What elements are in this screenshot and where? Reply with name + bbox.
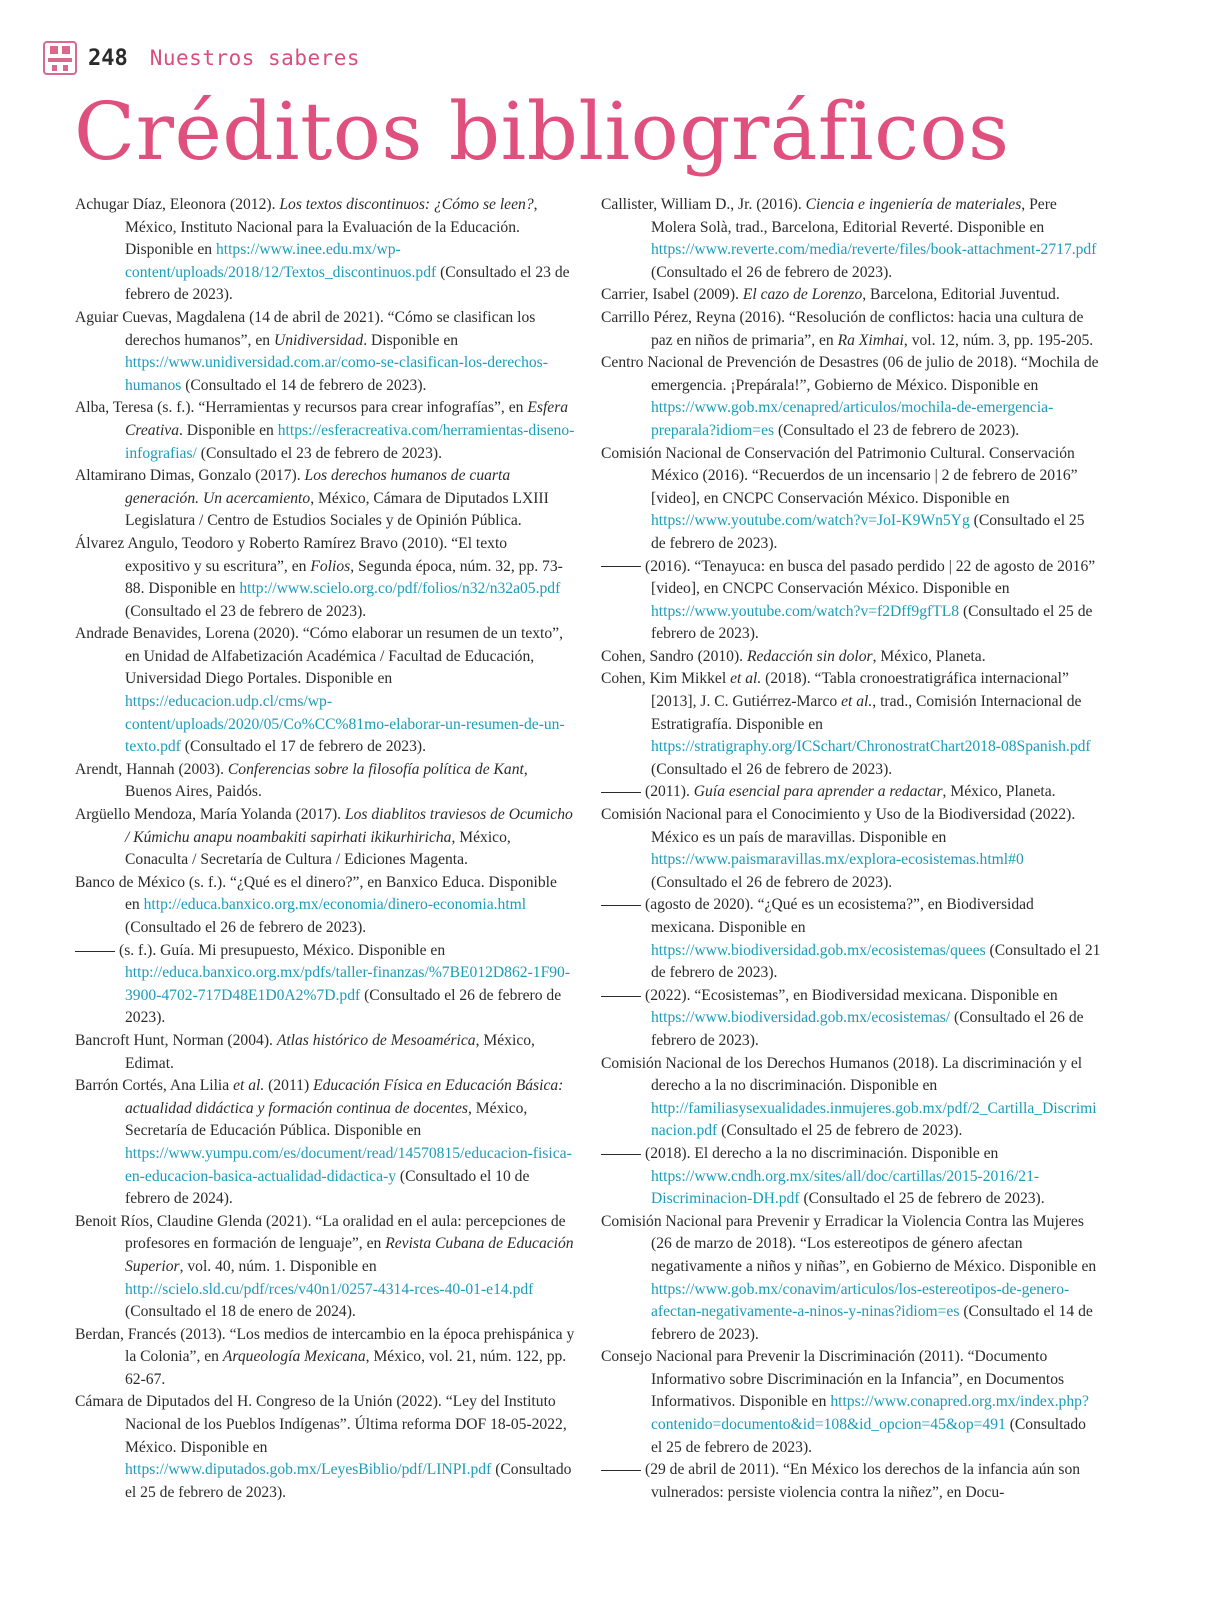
bibliography-entry [601,1346,1101,1459]
entry-text: , México, Secretaría de Educación Pública. Disponible en [125,1099,528,1140]
bibliography-entry [601,194,1101,284]
bibliography-entry [601,1459,1101,1504]
bibliography-entry [75,1211,575,1324]
reference-link[interactable]: https://www.diputados.gob.mx/LeyesBiblio/pdf/LINPI.pdf [125,1461,492,1479]
entry-text: (Consultado el 14 de febrero de 2023). [651,1303,1093,1343]
entry-text: (Consultado el 23 de febrero de 2023). [774,421,1020,439]
entry-text: (2022). “Ecosistemas”, en Biodiversidad mexicana. Disponible en [645,986,1058,1004]
bibliography-entry [601,352,1101,442]
bibliography-entry [601,1053,1101,1143]
entry-text: Altamirano Dimas, Gonzalo (2017). [75,467,305,485]
entry-text: Bancroft Hunt, Norman (2004). [75,1031,277,1049]
entry-text: (29 de abril de 2011). “En México los derechos de la infancia aún son vulnerados: persiste violencia contra la niñez”, en Docu- [645,1461,1081,1501]
entry-text: , Pere Molera Solà, trad., Barcelona, Editorial Reverté. Disponible en [651,196,1057,236]
bibliography-entry [601,1143,1101,1211]
entry-text: Comisión Nacional para Prevenir y Erradicar la Violencia Contra las Mujeres (26 de marzo de 2018). “Los estereotipos de género afectan negativamente a niños y niñas”, en Gobierno de México. Disponible en [601,1212,1097,1275]
reference-link[interactable]: https://www.youtube.com/watch?v=JoI-K9Wn5Yg [651,512,970,530]
italic-title-text: et al. [233,1077,265,1095]
italic-title-text: et al. [730,670,762,688]
repeat-author-dash [601,1470,641,1471]
repeat-author-dash [601,1154,641,1155]
entry-text: (Consultado el 25 de febrero de 2023). [651,1416,1086,1456]
reference-link[interactable]: https://www.cndh.org.mx/sites/all/doc/cartillas/2015-2016/21-Discriminacion-DH.pdf [651,1167,1040,1208]
reference-link[interactable]: http://www.scielo.org.co/pdf/folios/n32/n32a05.pdf [239,580,561,598]
entry-text: Achugar Díaz, Eleonora (2012). [75,196,280,213]
bibliography-entry [601,284,1101,307]
reference-link[interactable]: https://www.unidiversidad.com.ar/como-se-clasifican-los-derechos-humanos [125,354,548,394]
entry-text: (Consultado el 26 de febrero de 2023). [651,873,893,891]
reference-link[interactable]: https://esferacreativa.com/herramientas-diseno-infografias/ [125,421,575,462]
repeat-author-dash [601,566,641,567]
page-number: 248 [88,45,128,71]
entry-text: Cohen, Sandro (2010). [601,647,747,665]
reference-link[interactable]: https://www.gob.mx/cenapred/articulos/mochila-de-emergencia-preparala?idiom=es [651,399,1054,439]
entry-text: (Consultado el 23 de febrero de 2023). [196,444,442,462]
entry-text: (Consultado el 26 de febrero de 2023). [125,986,562,1027]
bibliography-entry [75,872,575,940]
entry-text: Cohen, Kim Mikkel [601,670,731,688]
bibliography-entry [75,940,575,1030]
italic-title-text: Atlas histórico de Mesoamérica [276,1031,476,1049]
entry-text: (Consultado el 14 de febrero de 2023). [181,376,427,394]
entry-text: , vol. 40, núm. 1. Disponible en [179,1257,377,1275]
reference-link[interactable]: https://www.paismaravillas.mx/explora-ecosistemas.html#0 [651,851,1024,869]
bibliography-entry [601,668,1101,781]
entry-text: (2018). El derecho a la no discriminación. Disponible en [645,1144,999,1162]
entry-text: , Segunda época, núm. 32, pp. 73-88. Disponible en [125,557,563,598]
entry-text: . Disponible en [363,331,459,349]
entry-text: , México, Conaculta / Secretaría de Cultura / Ediciones Magenta. [125,828,511,869]
entry-text: (2011) [264,1077,314,1095]
entry-text: (agosto de 2020). “¿Qué es un ecosistema?”, en Biodiversidad mexicana. Disponible en [645,896,1034,936]
reference-link[interactable]: https://www.reverte.com/media/reverte/files/book-attachment-2717.pdf [651,241,1097,259]
reference-link[interactable]: http://educa.banxico.org.mx/pdfs/taller-finanzas/%7BE012D862-1F90-3900-4702-717D48E1D0A2%7D.pdf [125,964,571,1004]
italic-title-text: Ciencia e ingeniería de materiales [805,196,1022,213]
entry-text: , Buenos Aires, Paidós. [125,760,528,801]
entry-text: , México, Planeta. [872,647,986,665]
entry-text: Cámara de Diputados del H. Congreso de la Unión (2022). “Ley del Instituto Nacional de los Pueblos Indígenas”. Última reforma DOF 18-05-2022, México. Disponible en [75,1393,567,1456]
bibliography-entry [601,646,1101,669]
repeat-author-dash [601,996,641,997]
reference-link[interactable]: https://www.biodiversidad.gob.mx/ecosistemas/quees [651,941,986,959]
italic-title-text: Revista Cubana de Educación Superior [125,1235,574,1275]
bibliography-entry [601,894,1101,984]
entry-text: Aguiar Cuevas, Magdalena (14 de abril de 2021). “Cómo se clasifican los derechos humanos”, en [75,308,536,349]
entry-text: Berdan, Francés (2013). “Los medios de intercambio en la época prehispánica y la Colonia”, en [75,1325,575,1366]
entry-text: (2016). “Tenayuca: en busca del pasado perdido | 22 de agosto de 2016” [video], en CNCPC Conservación México. Disponible en [645,557,1096,598]
italic-title-text: Arqueología Mexicana [222,1348,366,1366]
bibliography-entry [601,443,1101,556]
page-title: Créditos bibliográficos [74,85,1010,178]
entry-text: Argüello Mendoza, María Yolanda (2017). [75,806,345,824]
entry-text: Banco de México (s. f.). “¿Qué es el dinero?”, en Banxico Educa. Disponible en [75,873,557,914]
italic-title-text: Unidiversidad [273,331,364,349]
entry-text: Benoit Ríos, Claudine Glenda (2021). “La oralidad en el aula: percepciones de profesores en formación de lenguaje”, en [75,1212,566,1253]
entry-text: (Consultado el 26 de febrero de 2023). [651,760,893,778]
bibliography-left-column [75,194,575,1504]
entry-text: Centro Nacional de Prevención de Desastres (06 de julio de 2018). “Mochila de emergencia. ¡Prepárala!”, Gobierno de México. Disponible en [601,354,1099,394]
italic-title-text: Educación Física en Educación Básica: actualidad didáctica y formación continua de docentes [125,1077,564,1117]
reference-link[interactable]: https://www.inee.edu.mx/wp-content/uploads/2018/12/Textos_discontinuos.pdf [125,241,437,281]
italic-title-text: Ra Ximhai [837,331,904,349]
entry-text: (Consultado el 25 de febrero de 2023). [125,1461,572,1501]
entry-text: (Consultado el 23 de febrero de 2023). [125,263,570,304]
entry-text: Comisión Nacional para el Conocimiento y Uso de la Biodiversidad (2022). México es un país de maravillas. Disponible en [601,806,1076,846]
entry-text: Álvarez Angulo, Teodoro y Roberto Ramírez Bravo (2010). “El texto expositivo y su escritura”, en [75,534,508,575]
bibliography-entry [601,1211,1101,1347]
entry-text: , México, Planeta. [942,783,1056,801]
entry-text: , México, vol. 21, núm. 122, pp. 62-67. [125,1348,567,1388]
reference-link[interactable]: https://www.youtube.com/watch?v=f2Dff9gfTL8 [651,602,960,620]
entry-text: (s. f.). Guía. Mi presupuesto, México. Disponible en [119,941,446,959]
bibliography-entry [601,804,1101,894]
repeat-author-dash [75,951,115,952]
reference-link[interactable]: http://educa.banxico.org.mx/economia/dinero-economia.html [143,896,527,914]
bibliography-entry [601,307,1101,352]
entry-text: Alba, Teresa (s. f.). “Herramientas y recursos para crear infografías”, en [75,399,528,417]
entry-text: (Consultado el 26 de febrero de 2023). [125,919,367,936]
italic-title-text: Esfera Creativa [125,399,569,439]
entry-text: (2018). “Tabla cronoestratigráfica internacional” [2013], J. C. Gutiérrez-Marco [651,670,1069,711]
italic-title-text: Conferencias sobre la filosofía política de Kant [227,760,524,778]
bibliography-entry [75,623,575,759]
italic-title-text: Los diablitos traviesos de Ocumicho / Kúmichu anapu noambakiti sapirhati ikikurhiricha [125,806,573,846]
reference-link[interactable]: http://familiasysexualidades.inmujeres.gob.mx/pdf/2_Cartilla_Discriminacion.pdf [651,1099,1097,1140]
italic-title-text: Folios [310,557,351,575]
entry-text: (Consultado el 17 de febrero de 2023). [180,738,426,756]
reference-link[interactable]: https://stratigraphy.org/ICSchart/ChronostratChart2018-08Spanish.pdf [651,738,1091,756]
bibliography-entry [75,1391,575,1504]
entry-text: Arendt, Hannah (2003). [75,760,228,778]
page-header [42,38,360,78]
reference-link[interactable]: https://www.gob.mx/conavim/articulos/los-estereotipos-de-genero-afectan-negativamente-a-ninos-y-ninas?idiom=es [651,1280,1070,1321]
bibliography-entry [75,307,575,397]
bibliography-entry [75,1075,575,1211]
entry-text: . Disponible en [179,421,278,439]
repeat-author-dash [601,792,641,793]
entry-text: (Consultado el 25 de febrero de 2023). [799,1190,1045,1208]
reference-link[interactable]: https://educacion.udp.cl/cms/wp-content/uploads/2020/05/Co%CC%81mo-elaborar-un-resumen-de-un-texto.pdf [125,693,565,756]
reference-link[interactable]: http://scielo.sld.cu/pdf/rces/v40n1/0257-4314-rces-40-01-e14.pdf [125,1280,534,1298]
entry-text: (Consultado el 25 de febrero de 2023). [717,1122,963,1140]
entry-text: (2011). [645,783,694,801]
entry-text: Barrón Cortés, Ana Lilia [75,1077,234,1095]
italic-title-text: Guía esencial para aprender a redactar [693,783,943,801]
entry-text: Callister, William D., Jr. (2016). [601,196,806,213]
bibliography-entry [75,533,575,623]
entry-text: (Consultado el 23 de febrero de 2023). [125,602,367,620]
entry-text: , México, Cámara de Diputados LXIII Legislatura / Centro de Estudios Sociales y de Opinión Pública. [125,489,549,530]
entry-text: (Consultado el 26 de febrero de 2023). [651,1009,1084,1049]
entry-text: (Consultado el 18 de enero de 2024). [125,1303,356,1321]
reference-link[interactable]: https://www.yumpu.com/es/document/read/14570815/educacion-fisica-en-educacion-basica-actualidad-didactica-y [125,1144,572,1185]
italic-title-text: Redacción sin dolor [746,647,873,665]
bibliography-entry [75,804,575,872]
repeat-author-dash [601,905,641,906]
bibliography-entry [75,759,575,804]
bibliography-entry [75,1324,575,1392]
entry-text: Comisión Nacional de Conservación del Patrimonio Cultural. Conservación México (2016). “Recuerdos de un incensario | 2 de febrero de 2016” [video], en CNCPC Conservación México. Disponible en [601,444,1078,507]
entry-text: , Barcelona, Editorial Juventud. [862,286,1060,304]
entry-text: Comisión Nacional de los Derechos Humanos (2018). La discriminación y el derecho a la no discriminación. Disponible en [601,1054,1083,1095]
reference-link[interactable]: https://www.conapred.org.mx/index.php?contenido=documento&id=108&id_opcion=45&op=491 [651,1393,1089,1434]
bibliography-entry [601,556,1101,646]
entry-text: Consejo Nacional para Prevenir la Discriminación (2011). “Documento Informativo sobre Discriminación en la Infancia”, en Documentos Informativos. Disponible en [601,1348,1065,1411]
entry-text: (Consultado el 21 de febrero de 2023). [651,941,1101,982]
bibliography-entry [601,781,1101,804]
entry-text: , trad., Comisión Internacional de Estratigrafía. Disponible en [651,693,1082,733]
italic-title-text: El cazo de Lorenzo [742,286,863,304]
entry-text: (Consultado el 26 de febrero de 2023). [651,263,893,281]
italic-title-text: Los derechos humanos de cuarta generación. Un acercamiento [125,467,511,507]
italic-title-text: et al. [841,693,873,711]
entry-text: , vol. 12, núm. 3, pp. 195-205. [903,331,1094,349]
entry-text: Carrier, Isabel (2009). [601,286,743,304]
glyph-ornament-icon [42,40,78,76]
bibliography-right-column [601,194,1101,1504]
entry-text: (Consultado el 25 de febrero de 2023). [651,602,1093,643]
entry-text: (Consultado el 10 de febrero de 2024). [125,1167,530,1208]
bibliography-entry [75,397,575,465]
entry-text: (Consultado el 25 de febrero de 2023). [651,512,1085,552]
entry-text: , México, Edimat. [125,1031,535,1072]
entry-text: , México, Instituto Nacional para la Evaluación de la Educación. Disponible en [125,196,538,259]
entry-text: Andrade Benavides, Lorena (2020). “Cómo elaborar un resumen de un texto”, en Unidad de Alfabetización Académica / Facultad de Educación, Universidad Diego Portales. Disponible en [75,625,564,688]
entry-text: Carrillo Pérez, Reyna (2016). “Resolución de conflictos: hacia una cultura de paz en niños de primaria”, en [601,308,1084,349]
bibliography-entry [75,194,575,307]
italic-title-text: Los textos discontinuos: ¿Cómo se leen? [279,196,534,213]
bibliography-entry [75,465,575,533]
bibliography-entry [75,1030,575,1075]
bibliography-entry [601,985,1101,1053]
reference-link[interactable]: https://www.biodiversidad.gob.mx/ecosistemas/ [651,1009,951,1027]
section-name: Nuestros saberes [149,46,361,70]
